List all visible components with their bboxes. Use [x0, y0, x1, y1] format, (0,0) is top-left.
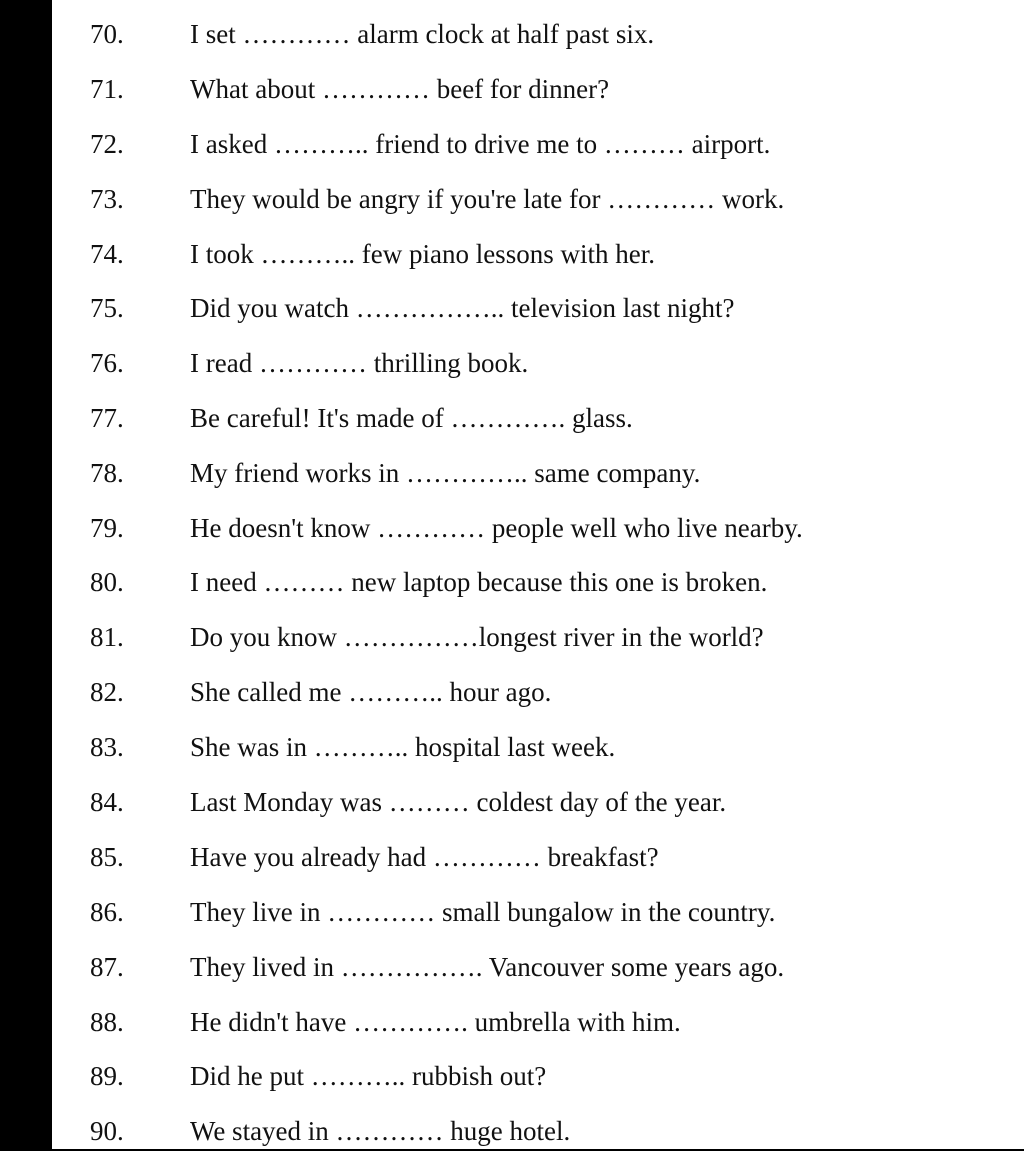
item-sentence: She called me ……….. hour ago. [190, 677, 552, 707]
item-number: 71. [90, 74, 124, 104]
exercise-item [52, 1056, 1024, 1096]
item-sentence: I read ………… thrilling book. [190, 348, 529, 378]
exercise-item [52, 562, 1024, 602]
item-number: 85. [90, 842, 124, 872]
item-number: 70. [90, 19, 124, 49]
item-number: 87. [90, 952, 124, 982]
exercise-item [52, 288, 1024, 328]
item-sentence: I set ………… alarm clock at half past six. [190, 19, 655, 49]
item-sentence: I took ……….. few piano lessons with her. [190, 239, 655, 269]
item-sentence: What about ………… beef for dinner? [190, 74, 610, 104]
exercise-item [52, 782, 1024, 822]
item-number: 73. [90, 184, 124, 214]
exercise-item [52, 398, 1024, 438]
exercise-item [52, 508, 1024, 548]
item-number: 79. [90, 513, 124, 543]
item-sentence: I asked ……….. friend to drive me to ……… airport. [190, 129, 771, 159]
item-number: 75. [90, 293, 124, 323]
exercise-item [52, 892, 1024, 932]
item-number: 83. [90, 732, 124, 762]
exercise-item [52, 1111, 1024, 1151]
exercise-item [52, 453, 1024, 493]
exercise-item [52, 617, 1024, 657]
item-number: 88. [90, 1007, 124, 1037]
item-sentence: He didn't have …………. umbrella with him. [190, 1007, 681, 1037]
exercise-item [52, 124, 1024, 164]
item-sentence: Be careful! It's made of …………. glass. [190, 403, 633, 433]
item-sentence: They lived in ……………. Vancouver some years ago. [190, 952, 785, 982]
exercise-item [52, 727, 1024, 767]
item-number: 89. [90, 1061, 124, 1091]
exercise-item [52, 672, 1024, 712]
item-sentence: They live in ………… small bungalow in the country. [190, 897, 776, 927]
item-number: 82. [90, 677, 124, 707]
item-number: 72. [90, 129, 124, 159]
item-sentence: Did you watch …………….. television last night? [190, 293, 735, 323]
item-sentence: Last Monday was ……… coldest day of the year. [190, 787, 727, 817]
exercise-item [52, 234, 1024, 274]
item-sentence: Did he put ……….. rubbish out? [190, 1061, 547, 1091]
worksheet-page [52, 0, 1024, 1149]
item-sentence: We stayed in ………… huge hotel. [190, 1116, 571, 1146]
item-sentence: My friend works in ………….. same company. [190, 458, 701, 488]
exercise-item [52, 837, 1024, 877]
item-sentence: He doesn't know ………… people well who live nearby. [190, 513, 803, 543]
item-sentence: Do you know ……………longest river in the world? [190, 622, 764, 652]
exercise-item [52, 343, 1024, 383]
item-number: 74. [90, 239, 124, 269]
item-sentence: She was in ……….. hospital last week. [190, 732, 616, 762]
item-number: 81. [90, 622, 124, 652]
exercise-item [52, 1002, 1024, 1042]
item-number: 90. [90, 1116, 124, 1146]
item-sentence: Have you already had ………… breakfast? [190, 842, 659, 872]
item-sentence: I need ……… new laptop because this one is broken. [190, 567, 768, 597]
exercise-item [52, 69, 1024, 109]
item-number: 76. [90, 348, 124, 378]
exercise-item [52, 179, 1024, 219]
item-sentence: They would be angry if you're late for ………… work. [190, 184, 785, 214]
item-number: 78. [90, 458, 124, 488]
exercise-item [52, 14, 1024, 54]
item-number: 86. [90, 897, 124, 927]
item-number: 84. [90, 787, 124, 817]
item-number: 80. [90, 567, 124, 597]
item-number: 77. [90, 403, 124, 433]
exercise-item [52, 947, 1024, 987]
